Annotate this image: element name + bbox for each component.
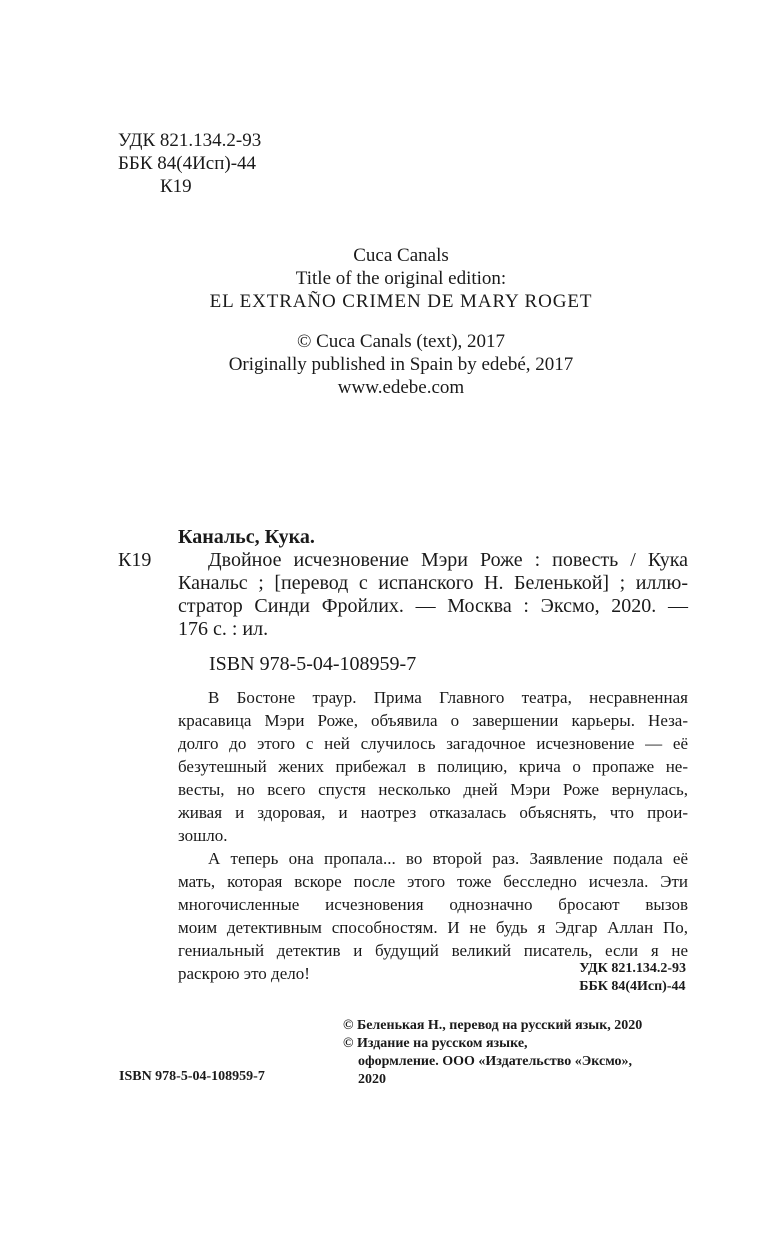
biblio-line: Двойное исчезновение Мэри Роже : повесть / Кука: [208, 549, 688, 571]
annotation-line: А теперь она пропала... во второй раз. Заявление подала её: [208, 849, 688, 868]
original-edition-block: [0, 244, 768, 313]
author-heading: Канальс, Кука.: [178, 526, 315, 548]
annotation-line: безутешный жених прибежал в полицию, крича о пропаже не-: [178, 757, 688, 776]
edition-copyright-year: 2020: [358, 1072, 386, 1087]
rights-block: [343, 1017, 642, 1089]
original-author: Cuca Canals: [353, 245, 449, 266]
annotation-line: зошло.: [178, 826, 228, 845]
annotation-line: гениальный детектив и будущий великий писатель, если я не: [178, 941, 688, 960]
annotation-line: многочисленные исчезновения однозначно бросают вызов: [178, 895, 688, 914]
biblio-line: стратор Синди Фройлих. — Москва : Эксмо, 2020. —: [178, 595, 688, 617]
biblio-line: 176 с. : ил.: [178, 618, 269, 640]
copyright-block: [0, 330, 768, 399]
udk-code: УДК 821.134.2-93: [118, 130, 262, 151]
published-text: Originally published in Spain by edebé, 2017: [228, 354, 574, 375]
edition-copyright-cont: оформление. ООО «Издательство «Эксмо»,: [358, 1054, 633, 1069]
annotation-line: моим детективным способностям. И не будь я Эдгар Аллан По,: [178, 918, 688, 937]
author-mark-left: К19: [118, 549, 152, 571]
footer-isbn: ISBN 978-5-04-108959-7: [119, 1069, 265, 1084]
author-mark: К19: [160, 176, 192, 197]
annotation-line: красавица Мэри Роже, объявила о завершении карьеры. Неза-: [178, 711, 688, 730]
annotation: [178, 686, 688, 985]
original-title-label: Title of the original edition:: [295, 268, 507, 289]
bibliographic-description: [178, 549, 688, 641]
annotation-line: живая и здоровая, и наотрез отказалась объяснять, что прои-: [178, 803, 688, 822]
annotation-line: В Бостоне траур. Прима Главного театра, несравненная: [208, 688, 688, 707]
annotation-line: раскрою это дело!: [178, 964, 310, 983]
annotation-line: мать, которая вскоре после этого тоже бесследно исчезла. Эти: [178, 872, 688, 891]
annotation-line: долго до этого с ней случилось загадочное исчезновение — её: [178, 734, 688, 753]
isbn: ISBN 978-5-04-108959-7: [209, 653, 417, 675]
translation-copyright: © Беленькая Н., перевод на русский язык, 2020: [343, 1018, 643, 1033]
copyright-text: © Cuca Canals (text), 2017: [296, 331, 506, 352]
publisher-website: www.edebe.com: [337, 377, 465, 398]
classification-repeat: [579, 960, 686, 996]
udk-code-repeat: УДК 821.134.2-93: [579, 961, 686, 976]
classification-block: [118, 129, 261, 198]
original-title: EL EXTRAÑO CRIMEN DE MARY ROGET: [209, 291, 593, 312]
bbk-code: ББК 84(4Исп)-44: [118, 153, 257, 174]
biblio-line: Канальс ; [перевод с испанского Н. Беленькой] ; иллю-: [178, 572, 688, 594]
bbk-code-repeat: ББК 84(4Исп)-44: [579, 979, 686, 994]
edition-copyright: © Издание на русском языке,: [343, 1036, 528, 1051]
annotation-line: весты, но всего спустя несколько дней Мэри Роже вернулась,: [178, 780, 688, 799]
